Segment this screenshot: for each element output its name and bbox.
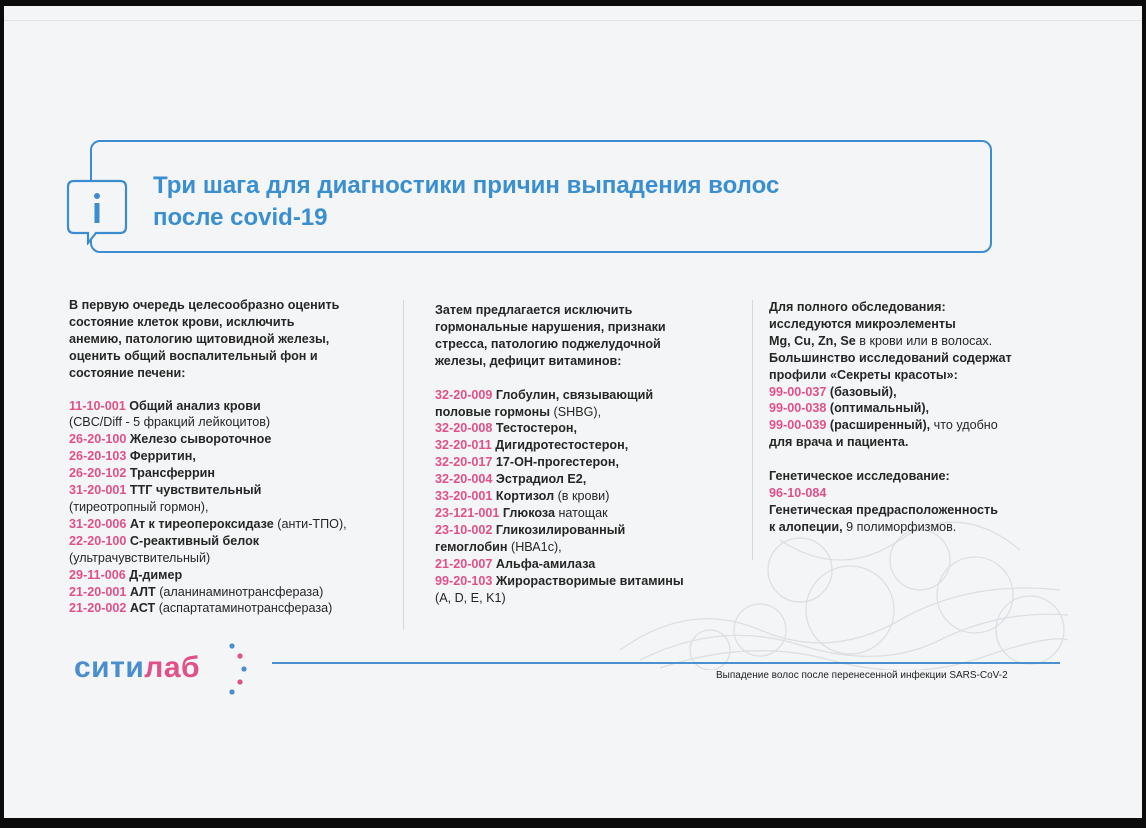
test-item [69, 465, 409, 482]
intro-line: Для полного обследования: [769, 300, 946, 314]
test-name: Трансферрин [129, 466, 216, 481]
genetic-code: 96-10-084 [769, 486, 827, 501]
test-name: Ат к тиреопероксидазе [129, 516, 274, 531]
intro-line: исследуются микроэлементы [769, 316, 956, 331]
test-code: 33-20-001 [435, 489, 493, 504]
test-item [69, 431, 409, 448]
test-item [69, 600, 409, 617]
test-item [69, 550, 409, 567]
logo-dots-icon [222, 640, 252, 698]
profile-name: (оптимальный), [829, 401, 930, 416]
intro-line: стресса, патологию поджелудочной [435, 336, 661, 351]
test-item [69, 567, 409, 584]
test-code: 23-121-001 [435, 505, 500, 520]
test-note: (аспартатаминотрансфераза) [158, 601, 333, 616]
info-icon [66, 177, 128, 245]
test-item [69, 482, 409, 499]
test-note: натощак [558, 505, 608, 520]
profile-code: 99-00-038 [769, 401, 827, 416]
test-note: (аланинаминотрансфераза) [159, 584, 324, 599]
test-name: Кортизол [495, 489, 555, 504]
test-code: 21-20-001 [69, 584, 127, 599]
footer-rule [272, 662, 1060, 664]
test-item [435, 539, 755, 556]
test-name: АЛТ [129, 584, 156, 599]
intro-line: состояние печени: [69, 365, 186, 380]
test-name: С-реактивный белок [129, 533, 260, 548]
test-name: Альфа-амилаза [495, 556, 596, 571]
test-item [69, 533, 409, 550]
test-note: (анти-ТПО), [277, 516, 347, 531]
test-item [435, 420, 755, 437]
test-item [69, 499, 409, 516]
test-name: Тестостерон, [495, 421, 578, 436]
intro-line: железы, дефицит витаминов: [435, 353, 622, 368]
test-note: (ультрачувствительный) [69, 550, 211, 565]
logo-part-2: лаб [144, 651, 201, 684]
intro-line: состояние клеток крови, исключить [69, 314, 295, 329]
test-code: 26-20-100 [69, 432, 127, 447]
column-hormones [435, 302, 755, 606]
profile-item [769, 417, 1069, 434]
test-note: (НВА1с), [511, 539, 562, 554]
title-line-1: Три шага для диагностики причин выпадения волос [153, 172, 780, 199]
genetic-heading: Генетическое исследование: [769, 469, 950, 484]
test-code: 29-11-006 [69, 567, 126, 582]
test-item [69, 448, 409, 465]
test-name: Глюкоза [502, 505, 555, 520]
test-item [435, 387, 755, 404]
intro-line: анемию, патологию щитовидной железы, [69, 331, 330, 346]
test-code: 31-20-001 [69, 483, 127, 498]
profile-code: 99-00-037 [769, 384, 827, 399]
intro-line: профили «Секреты красоты»: [769, 367, 958, 382]
test-item [435, 505, 755, 522]
test-name: Железо сывороточное [129, 432, 272, 447]
genetic-item [769, 502, 1069, 519]
test-name: Глобулин, связывающий [495, 387, 654, 402]
test-name: 17-ОН-прогестерон, [495, 455, 619, 470]
top-edge-line [4, 20, 1142, 21]
intro-line: В первую очередь целесообразно оценить [69, 298, 340, 312]
test-code: 32-20-008 [435, 421, 493, 436]
test-name: АСТ [129, 601, 156, 616]
test-name: Гликозилированный [495, 522, 626, 537]
citilab-logo [74, 651, 200, 685]
test-item [435, 556, 755, 573]
test-name: Ферритин, [129, 449, 196, 464]
test-item [69, 516, 409, 533]
test-code: 21-20-002 [69, 601, 127, 616]
genetic-name: к алопеции, [769, 519, 843, 534]
test-code: 26-20-102 [69, 466, 127, 481]
test-item [435, 522, 755, 539]
test-note: (тиреотропный гормон), [69, 499, 209, 514]
intro-line: оценить общий воспалительный фон и [69, 348, 318, 363]
intro-line: гормональные нарушения, признаки [435, 319, 666, 334]
test-item [435, 471, 755, 488]
test-item [435, 437, 755, 454]
test-code: 32-20-004 [435, 472, 493, 487]
test-code: 32-20-009 [435, 387, 493, 402]
test-code: 99-20-103 [435, 573, 493, 588]
test-name: ТТГ чувствительный [129, 483, 262, 498]
intro-line: Большинство исследований содержат [769, 350, 1012, 365]
genetic-name: Генетическая предрасположенность [769, 502, 998, 517]
test-item [435, 454, 755, 471]
test-code: 22-20-100 [69, 533, 127, 548]
title-line-2: после covid-19 [153, 204, 328, 231]
profile-item [769, 434, 1069, 451]
profile-item [769, 400, 1069, 417]
column-blood [69, 297, 409, 617]
page-title [153, 170, 953, 234]
test-name: Д-димер [129, 567, 183, 582]
column-full-exam [769, 299, 1069, 536]
profile-note: что удобно [933, 418, 998, 433]
test-item [435, 590, 755, 607]
test-item [69, 398, 409, 415]
intro-line: Mg, Cu, Zn, Se в крови или в волосах. [769, 333, 993, 348]
footer-caption: Выпадение волос после перенесенной инфекции SARS-CoV-2 [716, 670, 1008, 681]
profile-name: для врача и пациента. [769, 435, 909, 450]
test-code: 31-20-006 [69, 516, 127, 531]
test-item [435, 404, 755, 421]
logo-part-1: сити [74, 651, 145, 684]
test-code: 21-20-007 [435, 556, 493, 571]
test-note: (CBC/Diff - 5 фракций лейкоцитов) [69, 415, 271, 430]
test-item [69, 584, 409, 601]
test-name: Общий анализ крови [129, 398, 261, 413]
test-item [69, 414, 409, 431]
test-name: Жирорастворимые витамины [495, 573, 684, 588]
genetic-item [769, 485, 1069, 502]
profile-code: 99-00-039 [769, 418, 827, 433]
test-name: половые гормоны [435, 404, 551, 419]
test-name: Дигидротестостерон, [495, 438, 629, 453]
intro-line: Затем предлагается исключить [435, 303, 633, 317]
test-code: 26-20-103 [69, 449, 127, 464]
test-name: гемоглобин [435, 539, 508, 554]
test-note: (A, D, E, K1) [435, 590, 506, 605]
test-code: 23-10-002 [435, 522, 493, 537]
test-note: (в крови) [557, 489, 610, 504]
profile-name: (расширенный), [829, 418, 931, 433]
test-code: 32-20-017 [435, 455, 493, 470]
genetic-item [769, 519, 1069, 536]
test-code: 32-20-011 [435, 438, 492, 453]
test-item [435, 573, 755, 590]
test-item [435, 488, 755, 505]
test-code: 11-10-001 [69, 398, 126, 413]
test-note: (SHBG), [553, 404, 602, 419]
profile-item [769, 384, 1069, 401]
test-name: Эстрадиол Е2, [495, 472, 587, 487]
profile-name: (базовый), [829, 384, 897, 399]
genetic-note: 9 полиморфизмов. [846, 519, 957, 534]
